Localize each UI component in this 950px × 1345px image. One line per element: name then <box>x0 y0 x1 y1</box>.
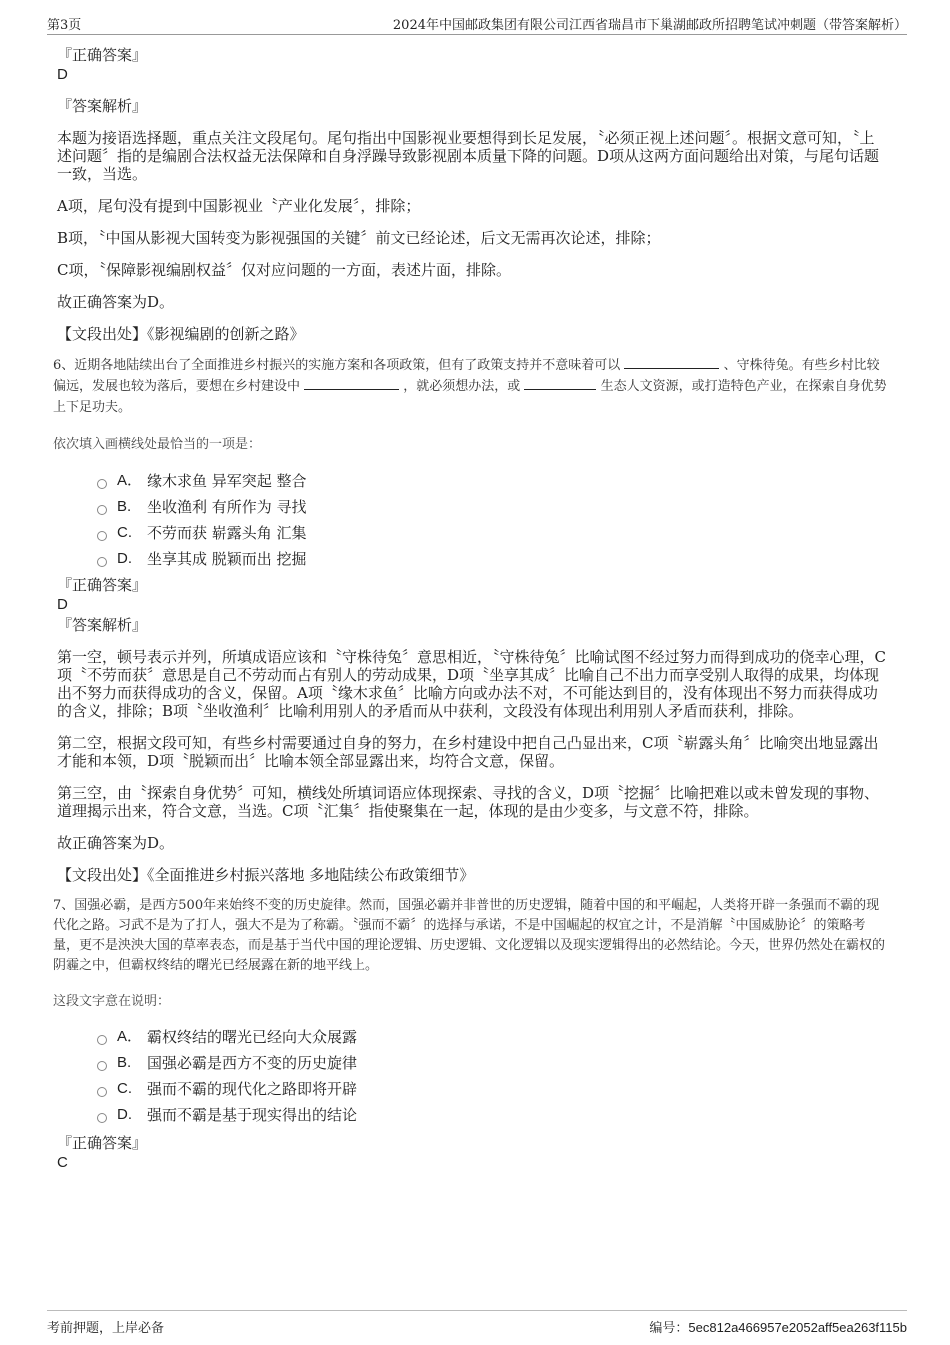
option-text: 霸权终结的曙光已经向大众展露 <box>147 1028 358 1046</box>
question-prompt: 这段文字意在说明： <box>53 994 171 1009</box>
option-text: 坐享其成 脱颖而出 挖掘 <box>147 550 307 568</box>
option-text: 强而不霸是基于现实得出的结论 <box>147 1106 358 1124</box>
option-c[interactable] <box>97 1076 887 1102</box>
analysis-paragraph: C项，〝保障影视编剧权益〞仅对应问题的一方面，表述片面，排除。 <box>57 261 511 279</box>
analysis-label: 『答案解析』 <box>57 616 148 634</box>
answer-value: C <box>57 1154 68 1171</box>
fill-blank-2 <box>304 377 399 390</box>
option-letter: A． <box>117 1028 143 1045</box>
option-a[interactable] <box>97 1024 887 1050</box>
option-text: 缘木求鱼 异军突起 整合 <box>147 472 307 490</box>
option-letter: D. <box>117 1106 132 1123</box>
document-code: 编号：5ec812a466957e2052aff5ea263f115b <box>649 1320 907 1335</box>
radio-icon[interactable] <box>97 479 107 489</box>
radio-icon[interactable] <box>97 1061 107 1071</box>
option-letter: B. <box>117 1054 132 1071</box>
option-b[interactable] <box>97 494 887 520</box>
analysis-paragraph: 第三空，由〝探索自身优势〞可知，横线处所填词语应体现探索、寻找的含义，D项〝挖掘〞比喻把难以或未曾发现的事物、道理揭示出来，符合文意，当选。C项〝汇集〞指使聚集在一起，体现的是由少变多，与文意不符，排除。 <box>57 784 880 820</box>
question-stem: 7、国强必霸，是西方500年来始终不变的历史旋律。然而，国强必霸并非普世的历史逻辑，随着中国的和平崛起，人类将开辟一条强而不霸的现代化之路。习武不是为了打人，强大不是为了称霸。〝强而不霸〞的选择与承诺，不是中国崛起的权宜之计，不是消解〝中国威胁论〞的策略考量，更不是泱泱大国的草率表态，而是基于当代中国的理论逻辑、历史逻辑、文化逻辑以及现实逻辑得出的必然结论。今天，世界仍然处在霸权的阴霾之中，但霸权终结的曙光已经展露在新的地平线上。 <box>53 898 886 973</box>
answer-label: 『正确答案』 <box>57 46 148 64</box>
radio-icon[interactable] <box>97 1113 107 1123</box>
option-d[interactable] <box>97 1102 887 1128</box>
page-header <box>47 12 907 35</box>
analysis-paragraph: B项，〝中国从影视大国转变为影视强国的关键〞前文已经论述，后文无需再次论述，排除； <box>57 229 661 247</box>
source-citation: 【文段出处】《影视编剧的创新之路》 <box>57 325 305 343</box>
question-stem-part: ，就必须想办法，或 <box>403 379 521 394</box>
option-text: 国强必霸是西方不变的历史旋律 <box>147 1054 358 1072</box>
option-d[interactable] <box>97 546 887 572</box>
footer-slogan: 考前押题，上岸必备 <box>47 1321 165 1336</box>
fill-blank-1 <box>624 356 719 369</box>
analysis-paragraph: 本题为接语选择题，重点关注文段尾句。尾句指出中国影视业要想得到长足发展，〝必须正视上述问题〞。根据文意可知，〝上述问题〞指的是编剧合法权益无法保障和自身浮躁导致影视剧本质量下降的问题。D项从这两方面问题给出对策，与尾句话题一致，当选。 <box>57 129 880 183</box>
radio-icon[interactable] <box>97 505 107 515</box>
answer-label: 『正确答案』 <box>57 576 148 594</box>
answer-value: D <box>57 66 68 83</box>
page-number: 第3页 <box>47 18 82 33</box>
option-letter: D. <box>117 550 132 567</box>
option-letter: C. <box>117 524 132 541</box>
analysis-paragraph: 第二空，根据文段可知，有些乡村需要通过自身的努力，在乡村建设中把自己凸显出来，C项〝崭露头角〞比喻突出地显露出才能和本领，D项〝脱颖而出〞比喻本领全部显露出来，均符合文意，保留。 <box>57 734 879 770</box>
analysis-paragraph: A项，尾句没有提到中国影视业〝产业化发展〞，排除； <box>57 197 421 215</box>
option-letter: B. <box>117 498 132 515</box>
question-stem-part: 、守株待兔。有些乡村比较偏远，发展也较为落后，要想在乡村建设中 <box>53 358 880 394</box>
radio-icon[interactable] <box>97 1087 107 1097</box>
question-stem-part: 生态人文资源，或打造特色产业，在探索自身优势上下足功夫。 <box>53 379 887 415</box>
question-prompt: 依次填入画横线处最恰当的一项是： <box>53 437 262 452</box>
analysis-paragraph: 第一空，顿号表示并列，所填成语应该和〝守株待兔〞意思相近，〝守株待兔〞比喻试图不经过努力而得到成功的侥幸心理，C项〝不劳而获〞意思是自己不劳动而占有别人的劳动成果，D项〝坐享其成〞比喻自己不出力而享受别人取得的成果，均体现出不努力而获得成功的含义，保留。A项〝缘木求鱼〞比喻方向或办法不对，不可能达到目的，没有体现出不努力而获得成功的含义，排除；B项〝坐收渔利〞比喻利用别人的矛盾而从中获利，文段没有体现出利用别人矛盾而获利，排除。 <box>57 648 886 720</box>
option-c[interactable] <box>97 520 887 546</box>
answer-value: D <box>57 596 68 613</box>
radio-icon[interactable] <box>97 531 107 541</box>
answer-label: 『正确答案』 <box>57 1134 148 1152</box>
option-letter: A． <box>117 472 143 489</box>
document-title: 2024年中国邮政集团有限公司江西省瑞昌市下巢湖邮政所招聘笔试冲刺题（带答案解析） <box>392 18 907 33</box>
option-b[interactable] <box>97 1050 887 1076</box>
question-stem <box>53 355 887 418</box>
source-citation: 【文段出处】《全面推进乡村振兴落地 多地陆续公布政策细节》 <box>57 866 475 884</box>
analysis-paragraph: 故正确答案为D。 <box>57 834 175 852</box>
options-list <box>57 1024 887 1128</box>
question-stem-part: 6、近期各地陆续出台了全面推进乡村振兴的实施方案和各项政策，但有了政策支持并不意味着可以 <box>53 358 621 373</box>
fill-blank-3 <box>524 377 596 390</box>
analysis-paragraph: 故正确答案为D。 <box>57 293 175 311</box>
option-text: 强而不霸的现代化之路即将开辟 <box>147 1080 358 1098</box>
options-list <box>57 468 887 572</box>
radio-icon[interactable] <box>97 1035 107 1045</box>
option-text: 不劳而获 崭露头角 汇集 <box>147 524 307 542</box>
analysis-label: 『答案解析』 <box>57 97 148 115</box>
option-a[interactable] <box>97 468 887 494</box>
option-letter: C. <box>117 1080 132 1097</box>
page-content <box>53 44 887 1172</box>
radio-icon[interactable] <box>97 557 107 567</box>
option-text: 坐收渔利 有所作为 寻找 <box>147 498 307 516</box>
page-footer <box>47 1310 907 1337</box>
